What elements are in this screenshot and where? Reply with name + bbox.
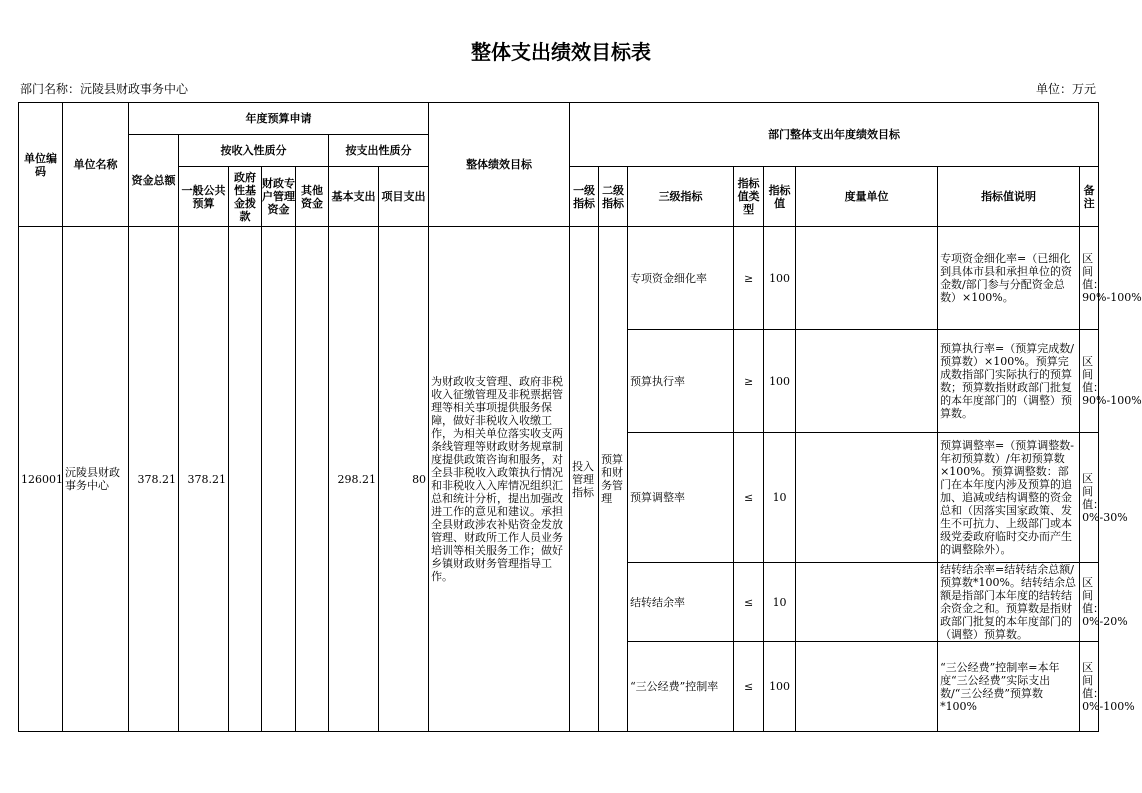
header-special-fund: 财政专户管理资金	[262, 167, 296, 227]
header-value-desc: 指标值说明	[938, 167, 1080, 227]
remark-cell: 区间值：0%-30%	[1080, 433, 1099, 563]
value-cell: 100	[764, 227, 796, 330]
value-cell: 10	[764, 563, 796, 642]
header-remark: 备注	[1080, 167, 1099, 227]
remark-cell: 区间值：90%-100%	[1080, 227, 1099, 330]
remark-cell: 区间值：90%-100%	[1080, 330, 1099, 433]
value-desc-cell: 专项资金细化率=（已细化到具体市县和承担单位的资金数/部门参与分配资金总数）×100%。	[938, 227, 1080, 330]
level3-cell: 预算执行率	[628, 330, 734, 433]
value-desc-cell: “三公经费”控制率=本年度“三公经费”实际支出数/“三公经费”预算数*100%	[938, 642, 1080, 732]
level3-cell: 预算调整率	[628, 433, 734, 563]
header-by-income: 按收入性质分	[179, 135, 329, 167]
header-level2: 二级指标	[599, 167, 628, 227]
unit-label: 单位：万元	[1035, 82, 1096, 96]
value-cell: 100	[764, 642, 796, 732]
value-type-cell: ≤	[734, 642, 764, 732]
value-type-cell: ≥	[734, 227, 764, 330]
table-row	[19, 227, 1099, 330]
measure-unit-cell	[796, 433, 938, 563]
performance-table	[18, 102, 1142, 732]
value-type-cell: ≤	[734, 563, 764, 642]
measure-unit-cell	[796, 563, 938, 642]
header-dept-goal: 部门整体支出年度绩效目标	[570, 103, 1099, 167]
value-cell: 100	[764, 330, 796, 433]
header-project-expense: 项目支出	[379, 167, 429, 227]
header-gov-fund: 政府性基金拨款	[229, 167, 262, 227]
header-unit-name: 单位名称	[63, 103, 129, 227]
basic-expense-cell: 298.21	[329, 227, 379, 732]
special-fund-cell	[262, 227, 296, 732]
level3-cell: 结转结余率	[628, 563, 734, 642]
level3-cell: “三公经费”控制率	[628, 642, 734, 732]
page-title: 整体支出绩效目标表	[471, 40, 651, 64]
general-budget-cell: 378.21	[179, 227, 229, 732]
header-by-expense: 按支出性质分	[329, 135, 429, 167]
header-overall-goal: 整体绩效目标	[429, 103, 570, 227]
unit-code-cell: 126001	[19, 227, 63, 732]
total-funds-cell: 378.21	[129, 227, 179, 732]
value-desc-cell: 预算调整率=（预算调整数-年初预算数）/年初预算数×100%。预算调整数：部门在本年度内涉及预算的追加、追减或结构调整的资金总和（因落实国家政策、发生不可抗力、上级部门或本级党委政府临时交办而产生的调整除外）。	[938, 433, 1080, 563]
header-annual-budget: 年度预算申请	[129, 103, 429, 135]
level3-cell: 专项资金细化率	[628, 227, 734, 330]
value-type-cell: ≤	[734, 433, 764, 563]
measure-unit-cell	[796, 227, 938, 330]
header-level3: 三级指标	[628, 167, 734, 227]
gov-fund-cell	[229, 227, 262, 732]
project-expense-cell: 80	[379, 227, 429, 732]
header-measure-unit: 度量单位	[796, 167, 938, 227]
value-type-cell: ≥	[734, 330, 764, 433]
header-value-type: 指标值类型	[734, 167, 764, 227]
header-other-fund: 其他资金	[296, 167, 329, 227]
header-total-funds: 资金总额	[129, 135, 179, 227]
level2-cell: 预算和财务管理	[599, 227, 628, 732]
value-desc-cell: 预算执行率=（预算完成数/预算数）×100%。预算完成数指部门实际执行的预算数；预算数指财政部门批复的本年度部门的（调整）预算数。	[938, 330, 1080, 433]
other-fund-cell	[296, 227, 329, 732]
header-unit-code: 单位编码	[19, 103, 63, 227]
measure-unit-cell	[796, 642, 938, 732]
header-basic-expense: 基本支出	[329, 167, 379, 227]
header-level1: 一级指标	[570, 167, 599, 227]
value-cell: 10	[764, 433, 796, 563]
remark-cell: 区间值：0%-20%	[1080, 563, 1099, 642]
header-value: 指标值	[764, 167, 796, 227]
value-desc-cell: 结转结余率=结转结余总额/预算数*100%。结转结余总额是指部门本年度的结转结余资金之和。预算数是指财政部门批复的本年度部门的（调整）预算数。	[938, 563, 1080, 642]
department-name: 部门名称：沅陵县财政事务中心	[20, 82, 189, 96]
overall-goal-cell: 为财政收支管理、政府非税收入征缴管理及非税票据管理等相关事项提供服务保障，做好非税收入收缴工作，为相关单位落实收支两条线管理等财政财务规章制度提供政策咨询和服务，对全县非税收入政策执行情况和非税收入入库情况组织汇总和统计分析，提出加强改进工作的意见和建议。承担全县财政涉农补贴资金发放管理、财政所工作人员业务培训等相关服务工作；做好乡镇财政财务管理指导工作。	[429, 227, 570, 732]
header-general-budget: 一般公共预算	[179, 167, 229, 227]
remark-cell: 区间值：0%-100%	[1080, 642, 1099, 732]
measure-unit-cell	[796, 330, 938, 433]
level1-cell: 投入管理指标	[570, 227, 599, 732]
unit-name-cell: 沅陵县财政事务中心	[63, 227, 129, 732]
